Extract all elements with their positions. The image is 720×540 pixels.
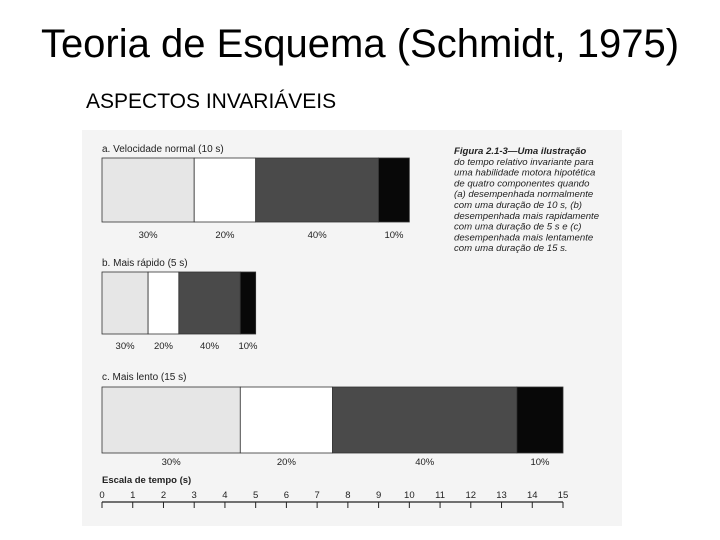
caption-line: do tempo relativo invariante para <box>454 156 594 168</box>
caption-line: com uma duração de 10 s, (b) <box>454 200 582 211</box>
caption-line: desempenhada mais rapidamente <box>454 210 600 222</box>
caption-line: com uma duração de 5 s e (c) <box>454 221 582 233</box>
caption-line: (a) desempenhada normalmente <box>454 189 594 201</box>
caption-line: Figura 2.1-3—Uma ilustração <box>454 146 587 157</box>
bar-segment <box>102 272 148 334</box>
percent-label: 40% <box>307 230 327 241</box>
series-label: b. Mais rápido (5 s) <box>102 258 188 269</box>
bar-segment <box>240 387 332 453</box>
tick-label: 12 <box>465 490 477 501</box>
bar-segment <box>179 272 240 334</box>
bar-segment <box>379 158 410 222</box>
tick-label: 9 <box>375 490 382 501</box>
series-label: a. Velocidade normal (10 s) <box>102 144 224 155</box>
caption-line: desempenhada mais lentamente <box>454 232 594 244</box>
percent-label: 20% <box>215 230 235 241</box>
axis-title: Escala de tempo (s) <box>102 475 192 486</box>
bar-segment <box>333 387 517 453</box>
tick-label: 0 <box>99 490 105 501</box>
tick-label: 5 <box>253 490 259 501</box>
figure-caption <box>454 146 599 254</box>
tick-label: 10 <box>404 490 415 501</box>
tick-label: 1 <box>130 490 136 501</box>
tick-label: 4 <box>222 490 228 501</box>
tick-label: 8 <box>345 490 351 501</box>
percent-label: 30% <box>115 341 135 352</box>
series-label: c. Mais lento (15 s) <box>102 372 187 383</box>
figure-chart <box>82 130 622 526</box>
bar-segment <box>148 272 179 334</box>
percent-label: 20% <box>276 457 296 468</box>
tick-label: 2 <box>160 490 167 501</box>
percent-label: 20% <box>153 341 173 352</box>
tick-label: 15 <box>557 490 569 501</box>
bar-segment <box>517 387 563 453</box>
percent-label: 10% <box>530 457 550 468</box>
tick-label: 14 <box>526 490 538 501</box>
bar-segment <box>194 158 255 222</box>
tick-label: 11 <box>435 490 446 501</box>
tick-label: 3 <box>191 490 197 501</box>
percent-label: 30% <box>138 230 158 241</box>
bar-segment <box>256 158 379 222</box>
caption-line: de quatro componentes quando <box>454 178 590 190</box>
percent-label: 40% <box>200 341 220 352</box>
tick-label: 6 <box>283 490 290 501</box>
tick-label: 13 <box>496 490 507 501</box>
slide-subtitle: ASPECTOS INVARIÁVEIS <box>86 90 337 113</box>
bar-segment <box>102 158 194 222</box>
percent-label: 10% <box>384 230 404 241</box>
bar-segment <box>102 387 240 453</box>
slide-title: Teoria de Esquema (Schmidt, 1975) <box>40 22 680 66</box>
percent-label: 40% <box>415 457 435 468</box>
caption-line: uma habilidade motora hipotética <box>454 167 596 179</box>
tick-label: 7 <box>314 490 320 501</box>
caption-line: com uma duração de 15 s. <box>454 243 568 255</box>
percent-label: 30% <box>161 457 181 468</box>
percent-label: 10% <box>238 341 258 352</box>
bar-segment <box>240 272 255 334</box>
